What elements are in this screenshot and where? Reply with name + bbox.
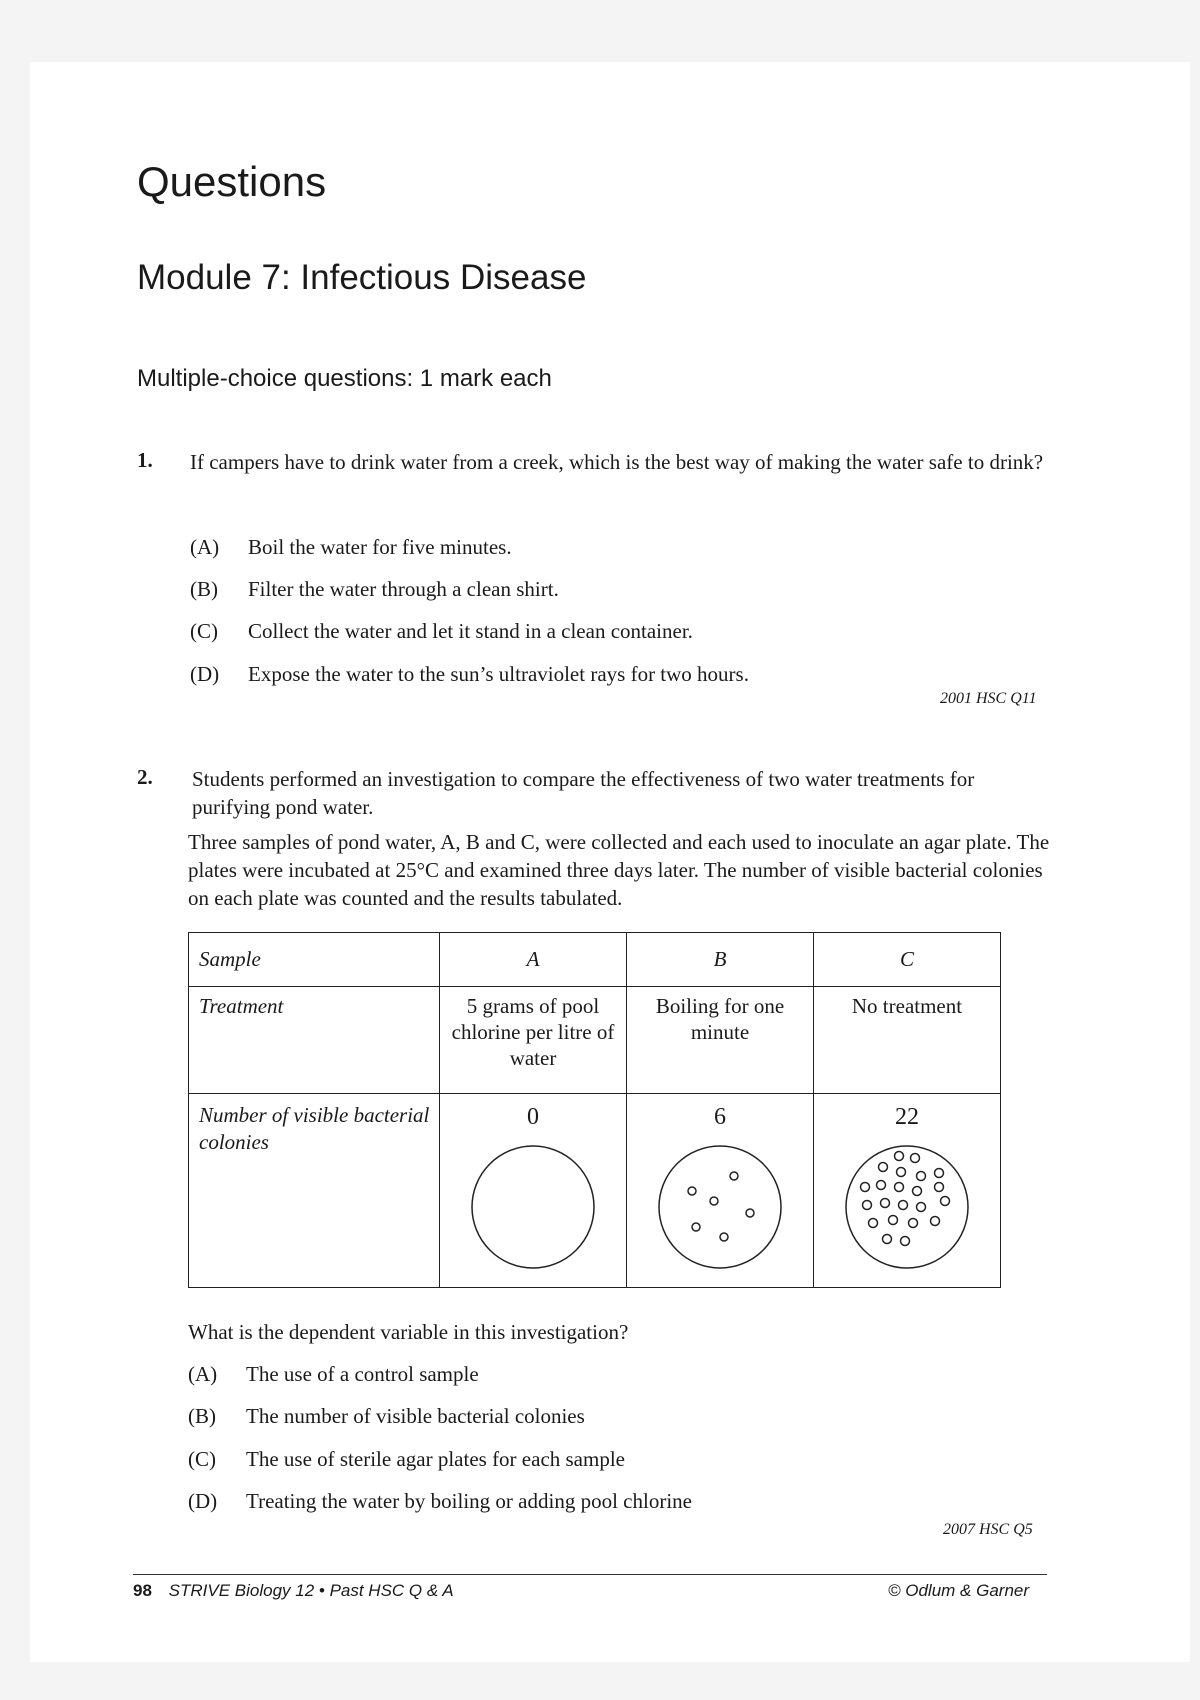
q2-number: 2. bbox=[137, 765, 153, 789]
module-heading: Module 7: Infectious Disease bbox=[137, 258, 587, 297]
q2-paragraph: Three samples of pond water, A, B and C, were collected and each used to inoculate an agar plate. The plates were incubated at 25°C and examined three days later. The number of visible bacterial colonies on each plate was counted and the results tabulated. bbox=[188, 830, 1050, 910]
colonies-b-cell bbox=[627, 1094, 814, 1288]
footer-left bbox=[133, 1581, 454, 1601]
table-row bbox=[189, 1094, 1001, 1288]
colonies-row-label: Number of visible bacterial colonies bbox=[189, 1094, 440, 1288]
q2-option-b bbox=[188, 1402, 585, 1430]
q1-option-c-text: Collect the water and let it stand in a clean container. bbox=[248, 619, 693, 643]
agar-plate-b-icon bbox=[656, 1143, 784, 1271]
q1-option-d-text: Expose the water to the sun’s ultraviolet rays for two hours. bbox=[248, 662, 749, 686]
treatment-c: No treatment bbox=[813, 987, 1000, 1094]
q1-text: If campers have to drink water from a creek, which is the best way of making the water safe to drink? bbox=[190, 450, 1044, 474]
q2-option-c-text: The use of sterile agar plates for each sample bbox=[246, 1447, 625, 1471]
q2-option-c bbox=[188, 1445, 625, 1473]
q1-option-a-text: Boil the water for five minutes. bbox=[248, 535, 512, 559]
q1-option-a-label: (A) bbox=[190, 535, 220, 559]
sample-row-label: Sample bbox=[189, 933, 440, 987]
table-row bbox=[189, 987, 1001, 1094]
treatment-row-label: Treatment bbox=[189, 987, 440, 1094]
q2-option-c-label: (C) bbox=[188, 1447, 216, 1471]
q2-option-d-text: Treating the water by boiling or adding pool chlorine bbox=[246, 1489, 692, 1513]
page-title: Questions bbox=[137, 158, 327, 205]
q1-option-b-label: (B) bbox=[190, 577, 218, 601]
book-title: STRIVE Biology 12 • Past HSC Q & A bbox=[168, 1581, 454, 1600]
table-row bbox=[189, 933, 1001, 987]
copyright: © Odlum & Garner bbox=[888, 1581, 1030, 1600]
q2-option-b-text: The number of visible bacterial colonies bbox=[246, 1404, 585, 1428]
q1-option-c-label: (C) bbox=[190, 619, 218, 643]
q1-option-d bbox=[190, 660, 749, 688]
q1-option-d-label: (D) bbox=[190, 662, 220, 686]
q2-option-d bbox=[188, 1487, 692, 1515]
q1-number: 1. bbox=[137, 448, 153, 472]
agar-plate-a-icon bbox=[469, 1143, 597, 1271]
treatment-b: Boiling for one minute bbox=[627, 987, 814, 1094]
treatment-a: 5 grams of pool chlorine per litre of water bbox=[440, 987, 627, 1094]
q2-option-d-label: (D) bbox=[188, 1489, 218, 1513]
sample-a-header: A bbox=[440, 933, 627, 987]
q1-option-b bbox=[190, 575, 559, 603]
q2-option-a bbox=[188, 1360, 479, 1388]
sample-c-header: C bbox=[813, 933, 1000, 987]
colonies-a-cell bbox=[440, 1094, 627, 1288]
q2-option-b-label: (B) bbox=[188, 1404, 216, 1428]
q1-option-c bbox=[190, 617, 693, 645]
colony-count-b: 6 bbox=[713, 1104, 726, 1130]
q1-source: 2001 HSC Q11 bbox=[940, 690, 1037, 707]
results-table bbox=[188, 932, 1001, 1288]
colony-count-a: 0 bbox=[527, 1104, 539, 1130]
page-number: 98 bbox=[133, 1581, 152, 1600]
q2-question: What is the dependent variable in this investigation? bbox=[188, 1320, 629, 1344]
sample-b-header: B bbox=[627, 933, 814, 987]
q1-option-b-text: Filter the water through a clean shirt. bbox=[248, 577, 559, 601]
q2-option-a-text: The use of a control sample bbox=[246, 1362, 479, 1386]
colonies-c-cell bbox=[813, 1094, 1000, 1288]
footer-divider bbox=[133, 1574, 1047, 1575]
agar-plate-c-icon bbox=[843, 1143, 971, 1271]
colony-count-c: 22 bbox=[894, 1104, 919, 1130]
q2-option-a-label: (A) bbox=[188, 1362, 218, 1386]
q1-option-a bbox=[190, 533, 512, 561]
q2-text: Students performed an investigation to compare the effectiveness of two water treatments for purifying pond water. bbox=[192, 767, 975, 819]
section-heading: Multiple-choice questions: 1 mark each bbox=[137, 365, 552, 392]
q2-source: 2007 HSC Q5 bbox=[943, 1521, 1033, 1538]
